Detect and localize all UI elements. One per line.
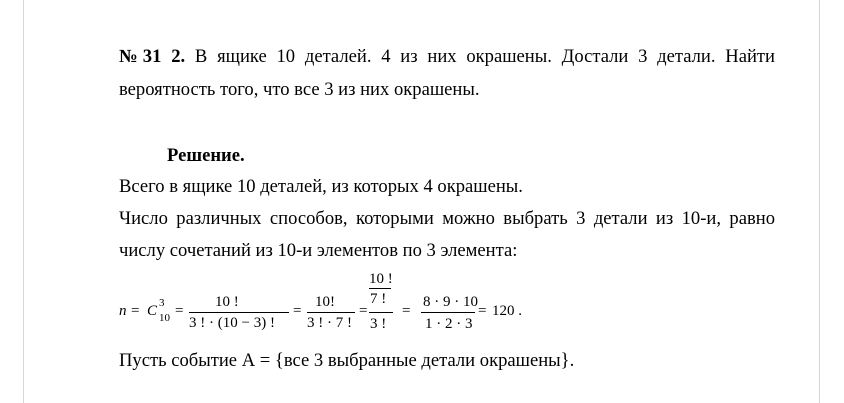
solution-line-4: Пусть событие А = {все 3 выбранные детали окрашены}. (119, 350, 575, 371)
problem-line-2: вероятность того, что все 3 из них окрашены. (119, 79, 480, 100)
fraction-4-bar (421, 312, 475, 313)
fraction-1-denominator: 3 ! · (10 − 3) ! (189, 315, 275, 331)
fraction-3-denominator: 3 ! (370, 316, 387, 332)
formula-C-sub: 10 (159, 312, 170, 324)
problem-number: №31 (119, 46, 162, 67)
formula-eq-5: = (402, 303, 411, 319)
formula-eq-4: = (359, 303, 368, 319)
formula-eq-2: = (175, 303, 184, 319)
fraction-3-inner-denominator: 7 ! (370, 291, 387, 307)
problem-subnumber: 2. (171, 46, 186, 67)
fraction-1-bar (189, 312, 289, 313)
formula-C-sup: 3 (159, 297, 165, 309)
solution-line-3: числу сочетаний из 10-и элементов по 3 элемента: (119, 240, 518, 261)
combination-formula (119, 268, 539, 340)
fraction-4-numerator: 8 · 9 · 10 (423, 294, 478, 310)
formula-C: C (147, 303, 158, 319)
fraction-1-numerator: 10 ! (215, 294, 239, 310)
fraction-2-numerator: 10! (315, 294, 335, 310)
fraction-2-denominator: 3 ! · 7 ! (307, 315, 352, 331)
problem-text-1: В ящике 10 деталей. 4 из них окрашены. Достали 3 детали. Найти (194, 46, 776, 67)
formula-n: n (119, 303, 127, 319)
fraction-2-bar (307, 312, 355, 313)
formula-eq-3: = (293, 303, 302, 319)
formula-eq-1: = (131, 303, 140, 319)
solution-line-1: Всего в ящике 10 деталей, из которых 4 окрашены. (119, 176, 523, 197)
fraction-3-inner-numerator: 10 ! (369, 271, 393, 287)
solution-heading: Решение. (167, 145, 245, 166)
formula-result: 120 . (492, 303, 522, 319)
fraction-3-inner-bar (369, 288, 391, 289)
fraction-3-bar (369, 312, 393, 313)
formula-eq-6: = (478, 303, 487, 319)
fraction-4-denominator: 1 · 2 · 3 (425, 316, 473, 332)
problem-line-1 (119, 46, 775, 68)
solution-line-2: Число различных способов, которыми можно выбрать 3 детали из 10-и, равно (119, 208, 775, 229)
